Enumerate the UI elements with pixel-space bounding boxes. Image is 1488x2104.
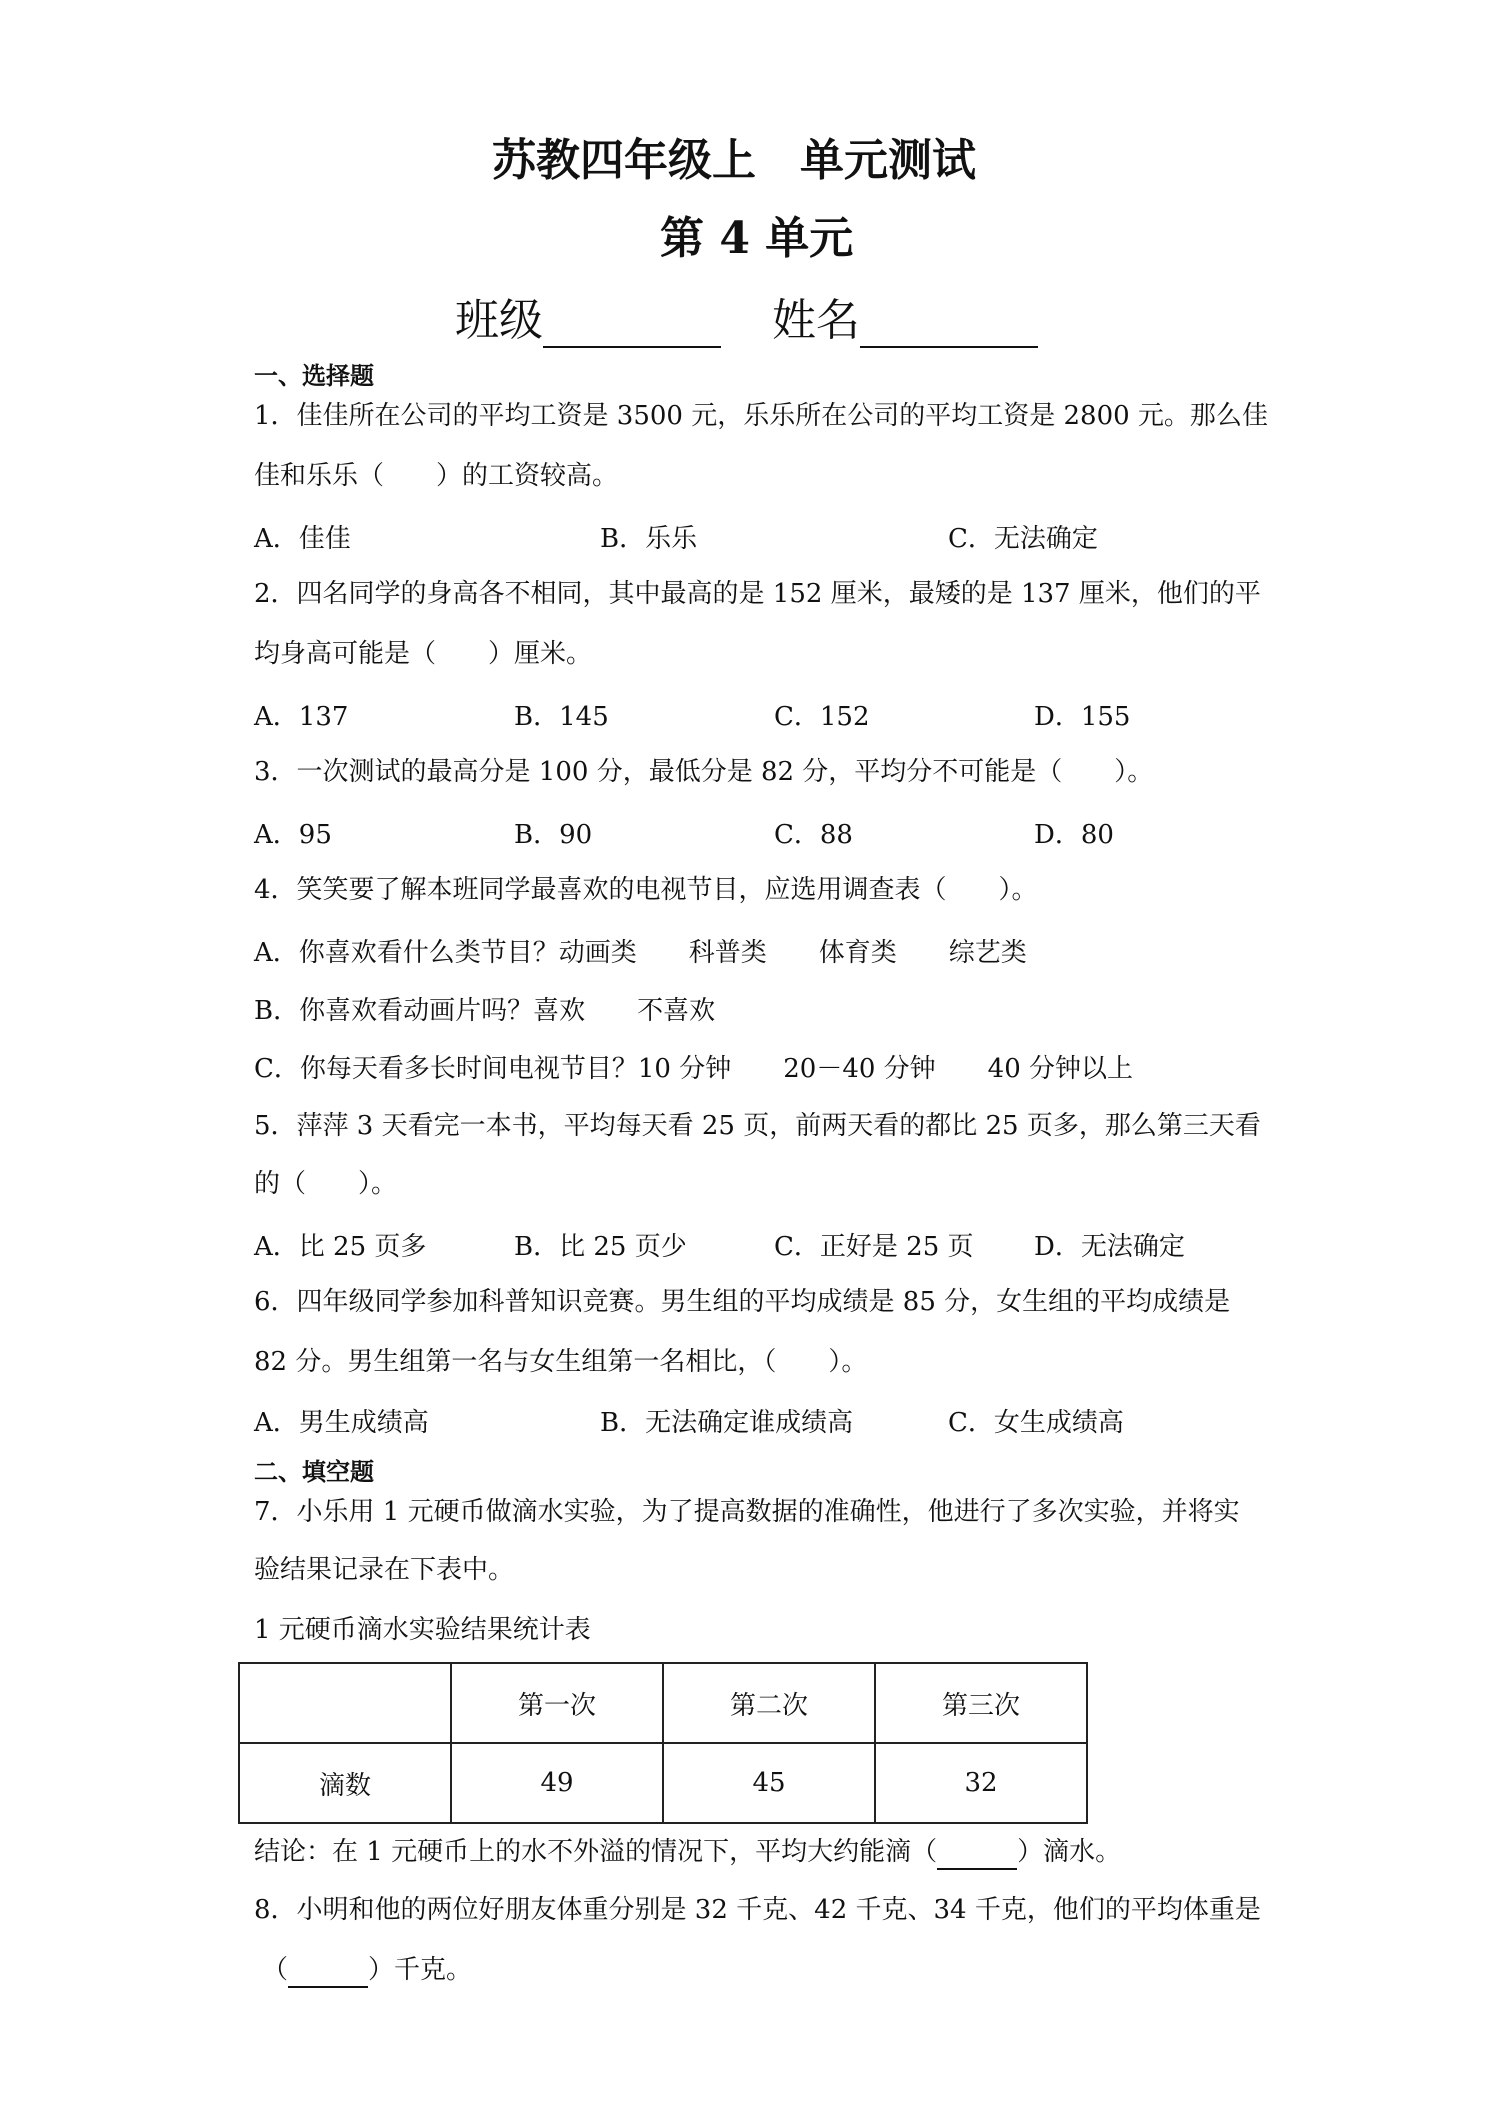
table-cell: 32 [875,1743,1087,1823]
question-7-line1: 7．小乐用 1 元硬币做滴水实验，为了提高数据的准确性，他进行了多次实验，并将实 [254,1497,1240,1527]
q6-option-b[interactable]: B．无法确定谁成绩高 [600,1408,854,1438]
q5-option-b[interactable]: B．比 25 页少 [514,1232,687,1262]
page-title-right: 单元测试 [800,135,976,186]
table-row [239,1743,1087,1823]
q8-text-post: ）千克。 [368,1955,473,1985]
class-field [455,284,721,348]
question-3-line1: 3．一次测试的最高分是 100 分，最低分是 82 分，平均分不可能是（ ）。 [254,757,1154,787]
name-field [772,284,1038,348]
section-heading-choice: 一、选择题 [254,361,374,390]
q4-option-b[interactable]: B．你喜欢看动画片吗？喜欢 不喜欢 [254,996,716,1026]
section-heading-fill: 二、填空题 [254,1457,374,1486]
table-header-cell: 第二次 [663,1663,875,1743]
page-title: 苏教四年级上 [492,135,756,186]
question-8-line2 [262,1952,472,1988]
table-row-label: 滴数 [239,1743,451,1823]
experiment-table [238,1662,1088,1824]
question-6-line2: 82 分。男生组第一名与女生组第一名相比，（ ）。 [254,1347,868,1377]
question-5-line2: 的（ ）。 [254,1169,398,1199]
q8-blank[interactable] [288,1956,368,1988]
question-6-line1: 6．四年级同学参加科普知识竞赛。男生组的平均成绩是 85 分，女生组的平均成绩是 [254,1287,1231,1317]
conclusion-text-pre: 结论：在 1 元硬币上的水不外溢的情况下，平均大约能滴（ [254,1837,938,1867]
q6-option-a[interactable]: A．男生成绩高 [254,1408,429,1438]
q2-option-b[interactable]: B．145 [514,702,609,732]
conclusion-blank[interactable] [937,1838,1017,1870]
table-title: 1 元硬币滴水实验结果统计表 [254,1615,591,1645]
question-1-line1: 1．佳佳所在公司的平均工资是 3500 元，乐乐所在公司的平均工资是 2800 元。那么佳 [254,401,1268,431]
question-7-line2: 验结果记录在下表中。 [254,1555,515,1585]
q1-option-a[interactable]: A．佳佳 [254,524,351,554]
question-2-line1: 2．四名同学的身高各不相同，其中最高的是 152 厘米，最矮的是 137 厘米，他们的平 [254,579,1261,609]
conclusion-text-post: ）滴水。 [1017,1837,1122,1867]
question-1-line2: 佳和乐乐（ ）的工资较高。 [254,461,619,491]
table-header-row [239,1663,1087,1743]
q3-option-d[interactable]: D．80 [1034,820,1114,850]
table-cell: 49 [451,1743,663,1823]
q4-option-a[interactable]: A．你喜欢看什么类节目？动画类 科普类 体育类 综艺类 [254,938,1027,968]
table-header-cell: 第三次 [875,1663,1087,1743]
q2-option-a[interactable]: A．137 [254,702,349,732]
q1-option-c[interactable]: C．无法确定 [948,524,1098,554]
q3-option-a[interactable]: A．95 [254,820,332,850]
q1-option-b[interactable]: B．乐乐 [600,524,698,554]
class-label: 班级 [455,295,543,346]
question-8-line1: 8．小明和他的两位好朋友体重分别是 32 千克、42 千克、34 千克，他们的平均体重是 [254,1895,1261,1925]
q2-option-c[interactable]: C．152 [774,702,870,732]
class-blank[interactable] [543,306,721,348]
q8-text-pre: （ [262,1955,289,1985]
q5-option-c[interactable]: C．正好是 25 页 [774,1232,974,1262]
name-label: 姓名 [772,295,860,346]
q3-option-b[interactable]: B．90 [514,820,593,850]
question-5-line1: 5．萍萍 3 天看完一本书，平均每天看 25 页，前两天看的都比 25 页多，那么第三天看 [254,1111,1261,1141]
question-2-line2: 均身高可能是（ ）厘米。 [254,639,593,669]
q5-option-d[interactable]: D．无法确定 [1034,1232,1185,1262]
question-4-line1: 4．笑笑要了解本班同学最喜欢的电视节目，应选用调查表（ ）。 [254,875,1038,905]
q2-option-d[interactable]: D．155 [1034,702,1131,732]
q6-option-c[interactable]: C．女生成绩高 [948,1408,1124,1438]
q3-option-c[interactable]: C．88 [774,820,853,850]
q5-option-a[interactable]: A．比 25 页多 [254,1232,427,1262]
table-header-cell [239,1663,451,1743]
name-blank[interactable] [860,306,1038,348]
table-header-cell: 第一次 [451,1663,663,1743]
q4-option-c[interactable]: C．你每天看多长时间电视节目？10 分钟 20－40 分钟 40 分钟以上 [254,1054,1134,1084]
question-7-conclusion [254,1834,1121,1870]
unit-title: 第 4 单元 [660,213,854,264]
table-cell: 45 [663,1743,875,1823]
